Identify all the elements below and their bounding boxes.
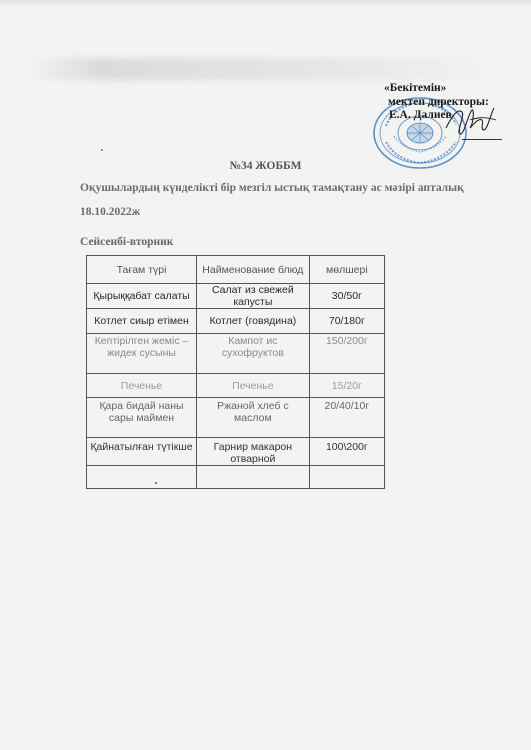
- cell-dish-type: Қайнатылған түтікше: [87, 438, 197, 466]
- cell-dish-name: Печенье: [197, 374, 310, 398]
- approval-line-3: Е.А. Далиев: [389, 109, 452, 121]
- cell-portion: 70/180г: [309, 309, 384, 334]
- document-subtitle: Оқушылардың күнделікті бір мезгіл ыстық тамақтану ас мәзірі апталық: [80, 182, 464, 194]
- cell-dish-name: [197, 466, 310, 489]
- cell-dish-type: [87, 466, 197, 489]
- header-dish-name: Найменование блюд: [197, 256, 310, 284]
- table-row: [87, 334, 385, 374]
- header-dish-type: Тағам түрі: [87, 256, 197, 284]
- table-row: [87, 374, 385, 398]
- cell-portion: [309, 466, 384, 489]
- scan-edge: [0, 0, 531, 6]
- cell-dish-name: Гарнир макарон отварной: [197, 438, 310, 466]
- cell-dish-name: Котлет (говядина): [197, 309, 310, 334]
- cell-portion: 30/50г: [309, 284, 384, 309]
- table-row-empty: [87, 466, 385, 489]
- table-row: [87, 284, 385, 309]
- table-row: [87, 309, 385, 334]
- signature-icon: [440, 98, 500, 142]
- cell-dish-type: Кептірілген жеміс – жидек сусыны: [87, 334, 197, 374]
- cell-portion: 15/20г: [309, 374, 384, 398]
- scan-speck: [101, 149, 103, 151]
- table-row: [87, 438, 385, 466]
- cell-dish-name: Салат из свежей капусты: [197, 284, 310, 309]
- approval-line-1: «Бекітемін»: [384, 82, 447, 94]
- menu-table: [86, 255, 385, 489]
- day-label: Сейсенбі-вторник: [80, 236, 174, 248]
- cell-dish-type: Қара бидай наны сары маймен: [87, 398, 197, 438]
- signature-line: [462, 139, 502, 140]
- cell-dish-name: Ржаной хлеб с маслом: [197, 398, 310, 438]
- header-portion: мөлшері: [309, 256, 384, 284]
- cell-dish-name: Кампот ис сухофруктов: [197, 334, 310, 374]
- approval-line-2: мектеп директоры:: [388, 95, 489, 108]
- scan-speck: [155, 482, 157, 484]
- cell-dish-type: Қырыққабат салаты: [87, 284, 197, 309]
- table-row: [87, 398, 385, 438]
- cell-dish-type: Печенье: [87, 374, 197, 398]
- scan-smudge: [30, 58, 500, 80]
- table-header-row: [87, 256, 385, 284]
- document-date: 18.10.2022ж: [80, 206, 141, 218]
- cell-dish-type: Котлет сиыр етімен: [87, 309, 197, 334]
- document-title: №34 ЖОББМ: [229, 160, 302, 172]
- cell-portion: 20/40/10г: [309, 398, 384, 438]
- cell-portion: 100\200г: [309, 438, 384, 466]
- cell-portion: 150/200г: [309, 334, 384, 374]
